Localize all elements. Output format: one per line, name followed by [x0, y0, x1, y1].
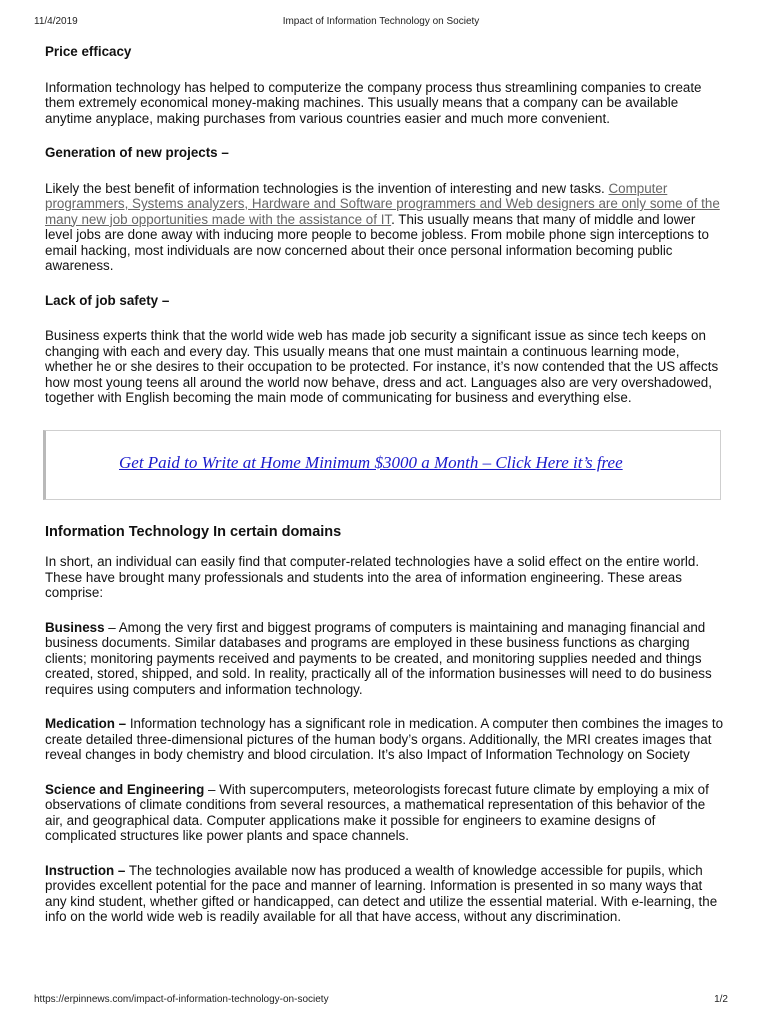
print-header — [34, 16, 728, 30]
domain-medication — [45, 716, 725, 763]
domain-instruction — [45, 863, 725, 925]
domain-term: Instruction – — [45, 862, 126, 878]
domain-text: The technologies available now has produced a wealth of knowledge accessible for pupils, which provides excellent potential for the pace and manner of learning. Information is presented in so many ways that any kind student, whether gifted or handicapped, can detect and utilize the essential material. With e-learning, the info on the world wide web is readily available for all that have access, without any discrimination. — [45, 862, 718, 924]
domain-text: – With supercomputers, meteorologists forecast future climate by employing a mix of observations of climate conditions from several resources, a mathematical representation of this behavior of the air, and geographical data. Computer applications make it possible for engineers to examine designs of complicated structures like power plants and space channels. — [45, 781, 709, 843]
promo-link[interactable]: Get Paid to Write at Home Minimum $3000 a Month – Click Here it’s free — [119, 452, 623, 472]
article-body — [45, 44, 725, 944]
paragraph-text: . This usually means that many of middle and lower level jobs are done away with inducing more people to become jobless. From mobile phone sign interceptions to email hacking, most individuals are now concerned about their once personal information becoming public awareness. — [45, 211, 709, 273]
paragraph-text: Likely the best benefit of information technologies is the invention of interesting and new tasks. — [45, 180, 609, 196]
domain-business — [45, 620, 725, 698]
promo-box — [43, 430, 721, 500]
source-url: https://erpinnews.com/impact-of-information-technology-on-society — [34, 994, 329, 1005]
paragraph-price-efficacy: Information technology has helped to computerize the company process thus streamlining companies to create them extremely economical money-making machines. This usually means that a company can be available anytime anyplace, making purchases from various countries easier and much more convenient. — [45, 79, 702, 126]
paragraph-domains-intro: In short, an individual can easily find that computer-related technologies have a solid effect on the entire world. These have brought many professionals and students into the area of information engineering. These areas comprise: — [45, 554, 700, 600]
print-footer — [34, 994, 728, 1008]
print-date: 11/4/2019 — [34, 16, 78, 27]
domain-text: – Among the very first and biggest programs of computers is maintaining and managing financial and business documents. Similar databases and programs are employed in these business functions as charging clients; monitoring payments received and payments to be created, and monitoring supplies needed and things created, stored, shipped, and sold. In reality, practically all of the information businesses will need to do business requires using computers and information technology. — [45, 619, 712, 697]
paragraph-generation-projects — [45, 181, 725, 274]
domain-science-engineering — [45, 782, 725, 844]
job-opportunities-link[interactable]: Computer programmers, Systems analyzers, Hardware and Software programmers and Web designers are only some of the many new job opportunities made with the assistance of IT — [45, 180, 720, 227]
heading-domains: Information Technology In certain domains — [45, 523, 342, 540]
domain-term: Business — [45, 619, 105, 635]
page-number: 1/2 — [714, 994, 728, 1005]
heading-job-safety: Lack of job safety – — [45, 292, 170, 308]
print-title: Impact of Information Technology on Society — [282, 16, 480, 27]
heading-generation-projects: Generation of new projects – — [45, 145, 229, 160]
domain-text: Information technology has a significant role in medication. A computer then combines the images to create detailed three-dimensional pictures of the human body’s organs. Additionally, the MRI creates images that reveal changes in body chemistry and blood circulation. It’s also Impact of Information Technology on Society — [45, 716, 724, 762]
domain-term: Science and Engineering — [45, 781, 205, 797]
domain-term: Medication – — [45, 716, 127, 731]
paragraph-job-safety: Business experts think that the world wide web has made job security a significant issue as since tech keeps on changing with each and every day. This usually means that one must maintain a continuous learning mode, whether he or she desires to their occupation to be protected. For instance, it’s now contended that the US affects how most young teens all around the world now behave, dress and act. Languages also are very overshadowed, together with English becoming the main mode of communicating for business and everything else. — [45, 328, 719, 405]
heading-price-efficacy: Price efficacy — [45, 44, 132, 59]
